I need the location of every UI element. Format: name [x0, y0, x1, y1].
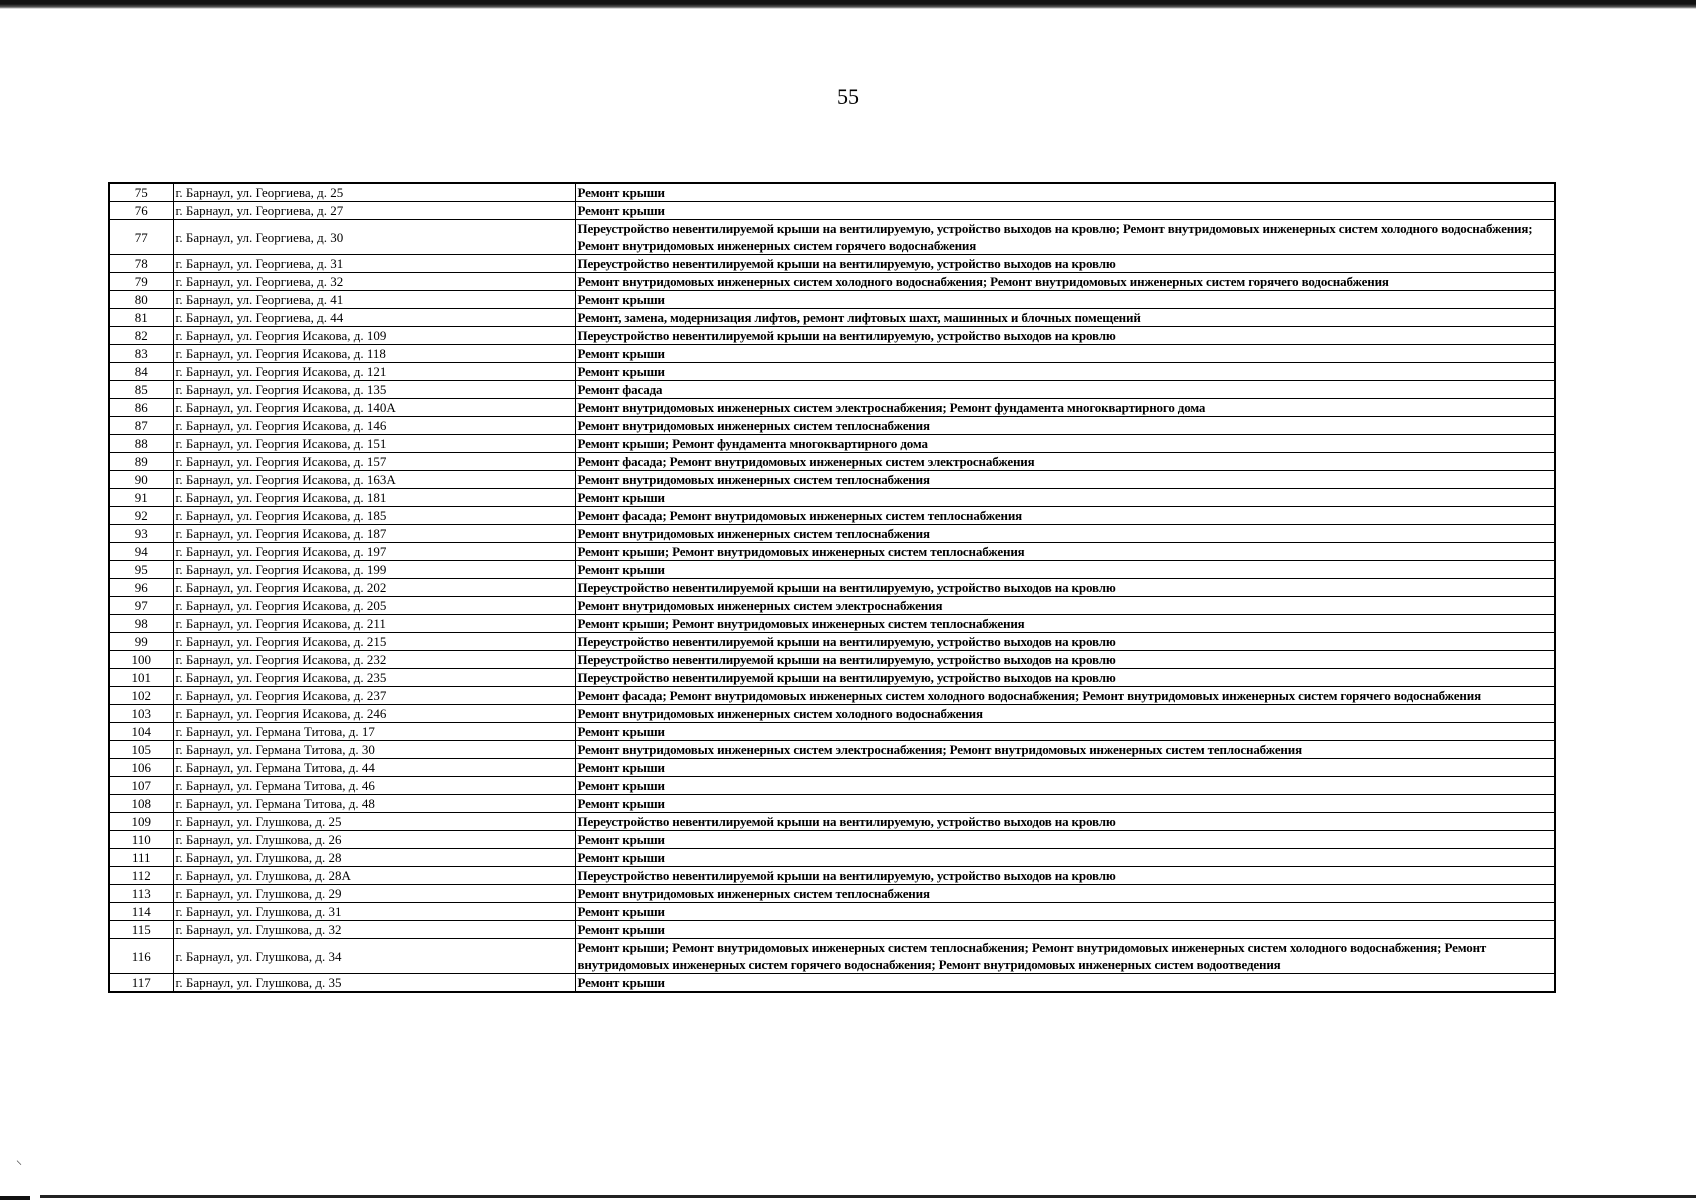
- table-row: [109, 220, 1555, 255]
- row-number: 76: [109, 202, 173, 220]
- row-number: 92: [109, 507, 173, 525]
- row-works: Переустройство невентилируемой крыши на вентилируемую, устройство выходов на кровлю: [575, 633, 1555, 651]
- row-works: Ремонт крыши; Ремонт внутридомовых инженерных систем теплоснабжения: [575, 543, 1555, 561]
- row-number: 99: [109, 633, 173, 651]
- row-works: Ремонт крыши; Ремонт внутридомовых инженерных систем теплоснабжения; Ремонт внутридомовых инженерных систем холодного водоснабжения; Ремонт внутридомовых инженерных систем горячего водоснабжения; Ремонт внутридомовых инженерных систем водоотведения: [575, 939, 1555, 974]
- row-works: Ремонт крыши: [575, 345, 1555, 363]
- row-works: Переустройство невентилируемой крыши на вентилируемую, устройство выходов на кровлю: [575, 255, 1555, 273]
- row-address: г. Барнаул, ул. Глушкова, д. 34: [173, 939, 575, 974]
- table-row: [109, 543, 1555, 561]
- table-row: [109, 453, 1555, 471]
- row-works: Ремонт внутридомовых инженерных систем теплоснабжения: [575, 525, 1555, 543]
- row-works: Ремонт крыши: [575, 974, 1555, 993]
- row-works: Ремонт крыши: [575, 183, 1555, 202]
- row-number: 80: [109, 291, 173, 309]
- row-number: 78: [109, 255, 173, 273]
- row-number: 77: [109, 220, 173, 255]
- row-address: г. Барнаул, ул. Георгия Исакова, д. 181: [173, 489, 575, 507]
- row-works: Ремонт крыши: [575, 831, 1555, 849]
- row-number: 97: [109, 597, 173, 615]
- row-number: 109: [109, 813, 173, 831]
- row-address: г. Барнаул, ул. Георгиева, д. 41: [173, 291, 575, 309]
- row-number: 111: [109, 849, 173, 867]
- row-works: Ремонт крыши: [575, 723, 1555, 741]
- row-works: Ремонт фасада: [575, 381, 1555, 399]
- table-row: [109, 741, 1555, 759]
- table-row: [109, 273, 1555, 291]
- table-row: [109, 867, 1555, 885]
- row-number: 81: [109, 309, 173, 327]
- row-address: г. Барнаул, ул. Георгия Исакова, д. 157: [173, 453, 575, 471]
- table-row: [109, 813, 1555, 831]
- row-address: г. Барнаул, ул. Германа Титова, д. 30: [173, 741, 575, 759]
- table-row: [109, 885, 1555, 903]
- row-address: г. Барнаул, ул. Георгия Исакова, д. 140А: [173, 399, 575, 417]
- table-row: [109, 309, 1555, 327]
- table-row: [109, 849, 1555, 867]
- row-number: 110: [109, 831, 173, 849]
- row-number: 85: [109, 381, 173, 399]
- row-number: 108: [109, 795, 173, 813]
- row-address: г. Барнаул, ул. Глушкова, д. 32: [173, 921, 575, 939]
- table-row: [109, 507, 1555, 525]
- row-number: 104: [109, 723, 173, 741]
- row-address: г. Барнаул, ул. Георгия Исакова, д. 146: [173, 417, 575, 435]
- table-row: [109, 291, 1555, 309]
- row-works: Ремонт фасада; Ремонт внутридомовых инженерных систем холодного водоснабжения; Ремонт внутридомовых инженерных систем горячего водоснабжения: [575, 687, 1555, 705]
- scan-edge-bottom-mark: [0, 1196, 30, 1200]
- row-works: Переустройство невентилируемой крыши на вентилируемую, устройство выходов на кровлю: [575, 669, 1555, 687]
- row-number: 112: [109, 867, 173, 885]
- table-row: [109, 579, 1555, 597]
- row-number: 114: [109, 903, 173, 921]
- row-works: Ремонт крыши: [575, 202, 1555, 220]
- table-row: [109, 903, 1555, 921]
- row-number: 75: [109, 183, 173, 202]
- row-works: Ремонт внутридомовых инженерных систем теплоснабжения: [575, 417, 1555, 435]
- scan-edge-bottom: [40, 1195, 1696, 1198]
- table-row: [109, 921, 1555, 939]
- row-number: 103: [109, 705, 173, 723]
- row-works: Ремонт внутридомовых инженерных систем холодного водоснабжения; Ремонт внутридомовых инженерных систем горячего водоснабжения: [575, 273, 1555, 291]
- row-works: Ремонт крыши: [575, 759, 1555, 777]
- row-address: г. Барнаул, ул. Георгия Исакова, д. 163А: [173, 471, 575, 489]
- row-number: 98: [109, 615, 173, 633]
- row-works: Ремонт фасада; Ремонт внутридомовых инженерных систем электроснабжения: [575, 453, 1555, 471]
- table-row: [109, 723, 1555, 741]
- table-row: [109, 525, 1555, 543]
- row-works: Ремонт крыши: [575, 291, 1555, 309]
- row-number: 113: [109, 885, 173, 903]
- row-address: г. Барнаул, ул. Георгиева, д. 44: [173, 309, 575, 327]
- row-number: 86: [109, 399, 173, 417]
- table-row: [109, 327, 1555, 345]
- row-address: г. Барнаул, ул. Георгия Исакова, д. 246: [173, 705, 575, 723]
- row-works: Ремонт крыши: [575, 849, 1555, 867]
- row-number: 83: [109, 345, 173, 363]
- row-address: г. Барнаул, ул. Георгиева, д. 32: [173, 273, 575, 291]
- row-address: г. Барнаул, ул. Глушкова, д. 25: [173, 813, 575, 831]
- row-works: Ремонт, замена, модернизация лифтов, ремонт лифтовых шахт, машинных и блочных помещений: [575, 309, 1555, 327]
- repair-table: [108, 182, 1556, 993]
- row-address: г. Барнаул, ул. Георгия Исакова, д. 135: [173, 381, 575, 399]
- table-row: [109, 687, 1555, 705]
- row-number: 100: [109, 651, 173, 669]
- row-number: 91: [109, 489, 173, 507]
- row-address: г. Барнаул, ул. Георгия Исакова, д. 205: [173, 597, 575, 615]
- row-address: г. Барнаул, ул. Георгия Исакова, д. 211: [173, 615, 575, 633]
- table-row: [109, 363, 1555, 381]
- row-number: 116: [109, 939, 173, 974]
- row-address: г. Барнаул, ул. Георгия Исакова, д. 109: [173, 327, 575, 345]
- row-number: 94: [109, 543, 173, 561]
- row-address: г. Барнаул, ул. Глушкова, д. 29: [173, 885, 575, 903]
- row-works: Переустройство невентилируемой крыши на вентилируемую, устройство выходов на кровлю: [575, 579, 1555, 597]
- row-works: Переустройство невентилируемой крыши на вентилируемую, устройство выходов на кровлю: [575, 813, 1555, 831]
- row-number: 84: [109, 363, 173, 381]
- table-row: [109, 759, 1555, 777]
- repair-table-body: [109, 183, 1555, 992]
- row-number: 102: [109, 687, 173, 705]
- table-row: [109, 255, 1555, 273]
- row-works: Ремонт внутридомовых инженерных систем теплоснабжения: [575, 471, 1555, 489]
- row-address: г. Барнаул, ул. Георгиева, д. 25: [173, 183, 575, 202]
- table-row: [109, 417, 1555, 435]
- table-row: [109, 615, 1555, 633]
- row-address: г. Барнаул, ул. Георгиева, д. 31: [173, 255, 575, 273]
- row-address: г. Барнаул, ул. Георгия Исакова, д. 187: [173, 525, 575, 543]
- row-number: 117: [109, 974, 173, 993]
- row-works: Ремонт крыши: [575, 363, 1555, 381]
- table-row: [109, 831, 1555, 849]
- table-row: [109, 345, 1555, 363]
- row-address: г. Барнаул, ул. Георгия Исакова, д. 185: [173, 507, 575, 525]
- table-row: [109, 939, 1555, 974]
- row-number: 106: [109, 759, 173, 777]
- table-row: [109, 597, 1555, 615]
- row-number: 95: [109, 561, 173, 579]
- table-row: [109, 795, 1555, 813]
- row-address: г. Барнаул, ул. Георгия Исакова, д. 121: [173, 363, 575, 381]
- row-works: Переустройство невентилируемой крыши на вентилируемую, устройство выходов на кровлю: [575, 651, 1555, 669]
- row-address: г. Барнаул, ул. Германа Титова, д. 17: [173, 723, 575, 741]
- row-address: г. Барнаул, ул. Глушкова, д. 26: [173, 831, 575, 849]
- table-row: [109, 777, 1555, 795]
- table-row: [109, 183, 1555, 202]
- row-works: Ремонт внутридомовых инженерных систем электроснабжения; Ремонт фундамента многоквартирного дома: [575, 399, 1555, 417]
- row-works: Ремонт внутридомовых инженерных систем теплоснабжения: [575, 885, 1555, 903]
- row-number: 101: [109, 669, 173, 687]
- row-works: Ремонт внутридомовых инженерных систем электроснабжения: [575, 597, 1555, 615]
- row-address: г. Барнаул, ул. Глушкова, д. 31: [173, 903, 575, 921]
- row-address: г. Барнаул, ул. Германа Титова, д. 46: [173, 777, 575, 795]
- row-address: г. Барнаул, ул. Глушкова, д. 28А: [173, 867, 575, 885]
- row-works: Ремонт фасада; Ремонт внутридомовых инженерных систем теплоснабжения: [575, 507, 1555, 525]
- table-row: [109, 435, 1555, 453]
- row-number: 89: [109, 453, 173, 471]
- row-number: 115: [109, 921, 173, 939]
- table-row: [109, 471, 1555, 489]
- row-address: г. Барнаул, ул. Георгия Исакова, д. 237: [173, 687, 575, 705]
- row-address: г. Барнаул, ул. Георгиева, д. 27: [173, 202, 575, 220]
- row-number: 105: [109, 741, 173, 759]
- row-address: г. Барнаул, ул. Германа Титова, д. 44: [173, 759, 575, 777]
- row-number: 96: [109, 579, 173, 597]
- row-works: Переустройство невентилируемой крыши на вентилируемую, устройство выходов на кровлю: [575, 327, 1555, 345]
- row-works: Ремонт крыши: [575, 777, 1555, 795]
- table-row: [109, 651, 1555, 669]
- row-number: 90: [109, 471, 173, 489]
- row-address: г. Барнаул, ул. Георгия Исакова, д. 202: [173, 579, 575, 597]
- table-row: [109, 561, 1555, 579]
- row-address: г. Барнаул, ул. Георгия Исакова, д. 232: [173, 651, 575, 669]
- row-address: г. Барнаул, ул. Георгия Исакова, д. 199: [173, 561, 575, 579]
- row-address: г. Барнаул, ул. Георгия Исакова, д. 197: [173, 543, 575, 561]
- table-row: [109, 202, 1555, 220]
- row-address: г. Барнаул, ул. Георгия Исакова, д. 151: [173, 435, 575, 453]
- row-works: Ремонт внутридомовых инженерных систем холодного водоснабжения: [575, 705, 1555, 723]
- scan-edge-top: [0, 0, 1696, 9]
- row-address: г. Барнаул, ул. Глушкова, д. 35: [173, 974, 575, 993]
- row-address: г. Барнаул, ул. Глушкова, д. 28: [173, 849, 575, 867]
- row-address: г. Барнаул, ул. Георгия Исакова, д. 215: [173, 633, 575, 651]
- page-number: 55: [837, 84, 859, 109]
- table-row: [109, 399, 1555, 417]
- table-row: [109, 381, 1555, 399]
- row-address: г. Барнаул, ул. Германа Титова, д. 48: [173, 795, 575, 813]
- row-works: Ремонт крыши: [575, 561, 1555, 579]
- scan-speck: ⸌: [16, 1158, 23, 1172]
- row-works: Ремонт крыши: [575, 903, 1555, 921]
- row-number: 107: [109, 777, 173, 795]
- row-address: г. Барнаул, ул. Георгиева, д. 30: [173, 220, 575, 255]
- row-address: г. Барнаул, ул. Георгия Исакова, д. 235: [173, 669, 575, 687]
- row-works: Ремонт крыши: [575, 921, 1555, 939]
- table-row: [109, 705, 1555, 723]
- table-row: [109, 974, 1555, 993]
- row-works: Ремонт крыши; Ремонт внутридомовых инженерных систем теплоснабжения: [575, 615, 1555, 633]
- row-number: 79: [109, 273, 173, 291]
- row-number: 93: [109, 525, 173, 543]
- table-row: [109, 489, 1555, 507]
- row-works: Ремонт крыши; Ремонт фундамента многоквартирного дома: [575, 435, 1555, 453]
- row-address: г. Барнаул, ул. Георгия Исакова, д. 118: [173, 345, 575, 363]
- row-works: Ремонт внутридомовых инженерных систем электроснабжения; Ремонт внутридомовых инженерных систем теплоснабжения: [575, 741, 1555, 759]
- table-row: [109, 669, 1555, 687]
- row-works: Ремонт крыши: [575, 489, 1555, 507]
- row-works: Ремонт крыши: [575, 795, 1555, 813]
- row-number: 82: [109, 327, 173, 345]
- table-row: [109, 633, 1555, 651]
- row-number: 88: [109, 435, 173, 453]
- row-works: Переустройство невентилируемой крыши на вентилируемую, устройство выходов на кровлю: [575, 867, 1555, 885]
- row-number: 87: [109, 417, 173, 435]
- row-works: Переустройство невентилируемой крыши на вентилируемую, устройство выходов на кровлю; Ремонт внутридомовых инженерных систем холодного водоснабжения; Ремонт внутридомовых инженерных систем горячего водоснабжения: [575, 220, 1555, 255]
